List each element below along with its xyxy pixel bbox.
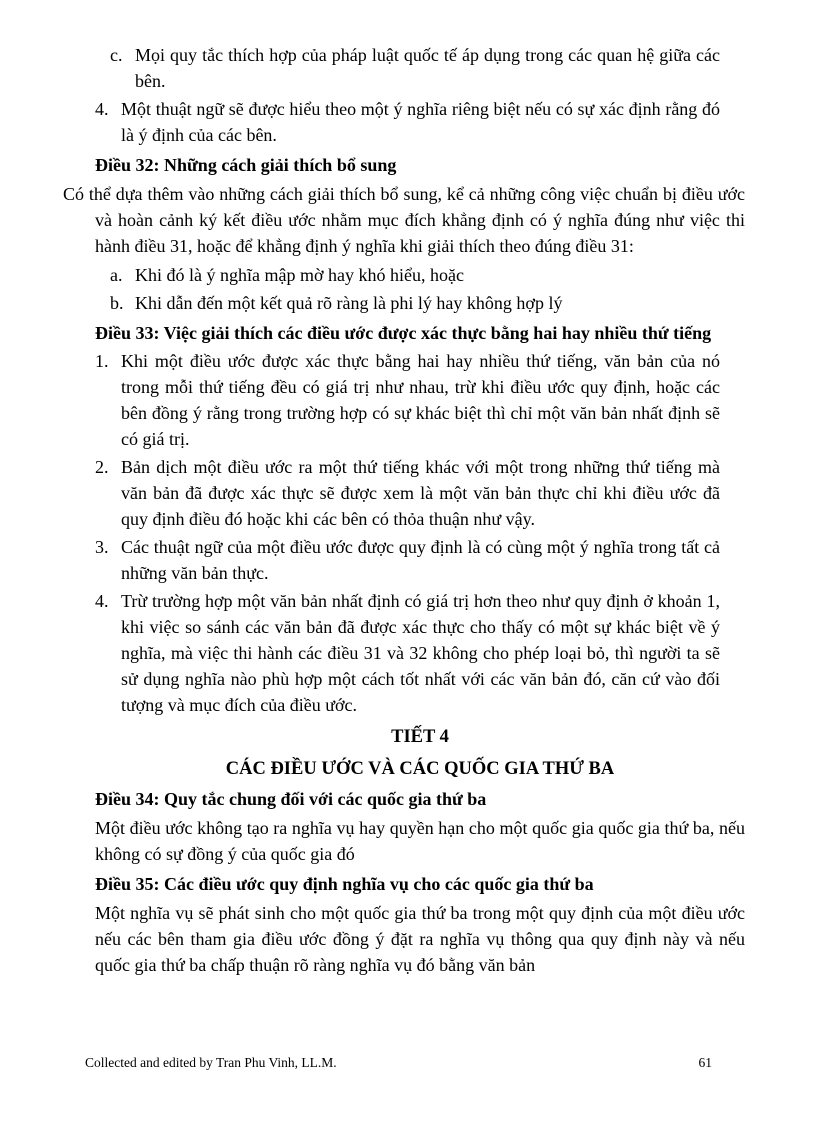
- list-item-c: [110, 42, 745, 94]
- page-content: [63, 40, 745, 981]
- list-marker: c.: [110, 45, 123, 65]
- list-item-4b: [95, 588, 745, 718]
- list-marker: 2.: [95, 457, 109, 477]
- list-item-text: Một thuật ngữ sẽ được hiểu theo một ý nghĩa riêng biệt nếu có sự xác định rằng đó là ý định của các bên.: [121, 99, 720, 145]
- list-marker: 4.: [95, 99, 109, 119]
- section-title: CÁC ĐIỀU ƯỚC VÀ CÁC QUỐC GIA THỨ BA: [225, 759, 615, 779]
- list-marker: 3.: [95, 537, 109, 557]
- footer-credit: Collected and edited by Tran Phu Vinh, LL.M.: [85, 1055, 337, 1070]
- heading-article-34: Điều 34: Quy tắc chung đối với các quốc gia thứ ba: [95, 789, 487, 809]
- list-item-text: Khi đó là ý nghĩa mập mờ hay khó hiểu, hoặc: [135, 265, 464, 285]
- list-item-text: Khi dẫn đến một kết quả rõ ràng là phi lý hay không hợp lý: [135, 293, 563, 313]
- list-item-text: Bản dịch một điều ước ra một thứ tiếng khác với một trong những thứ tiếng mà văn bản đã được xác thực sẽ được xem là một văn bản thực chỉ khi điều ước đã quy định điều đó hoặc khi các bên có thỏa thuận như vậy.: [121, 457, 720, 529]
- list-marker: 1.: [95, 351, 109, 371]
- heading-article-35: Điều 35: Các điều ước quy định nghĩa vụ cho các quốc gia thứ ba: [95, 874, 594, 894]
- list-item-b: [110, 290, 745, 316]
- list-item-3: [95, 534, 745, 586]
- paragraph-article-35: Một nghĩa vụ sẽ phát sinh cho một quốc gia thứ ba trong một quy định của một điều ước nếu các bên tham gia điều ước đồng ý đặt ra nghĩa vụ thông qua quy định này và nếu quốc gia thứ ba chấp thuận rõ ràng nghĩa vụ đó bằng văn bản: [95, 903, 745, 975]
- heading-article-32: Điều 32: Những cách giải thích bổ sung: [95, 155, 397, 175]
- section-label: TIẾT 4: [391, 727, 449, 747]
- list-item-text: Khi một điều ước được xác thực bằng hai hay nhiều thứ tiếng, văn bản của nó trong mỗi thứ tiếng đều có giá trị như nhau, trừ khi điều ước quy định, hoặc các bên đồng ý rằng trong trường hợp có sự khác biệt thì chỉ một văn bản nhất định sẽ có giá trị.: [121, 351, 720, 449]
- list-item-text: Mọi quy tắc thích hợp của pháp luật quốc tế áp dụng trong các quan hệ giữa các bên.: [135, 45, 720, 91]
- page-number: 61: [698, 1055, 712, 1070]
- list-marker: b.: [110, 293, 124, 313]
- list-item-a: [110, 262, 745, 288]
- list-item-1: [95, 348, 745, 452]
- paragraph-article-34: Một điều ước không tạo ra nghĩa vụ hay quyền hạn cho một quốc gia quốc gia thứ ba, nếu không có sự đồng ý của quốc gia đó: [95, 818, 745, 864]
- list-item-text: Trừ trường hợp một văn bản nhất định có giá trị hơn theo như quy định ở khoản 1, khi việc so sánh các văn bản đã được xác thực cho thấy có một sự khác biệt về ý nghĩa, mà việc thi hành các điều 31 và 32 không cho phép loại bỏ, thì người ta sẽ sử dụng nghĩa nào phù hợp một cách tốt nhất với các văn bản đó, căn cứ vào đối tượng và mục đích của điều ước.: [121, 591, 720, 715]
- paragraph-article-32: Có thể dựa thêm vào những cách giải thích bổ sung, kể cả những công việc chuẩn bị điều ước và hoàn cảnh ký kết điều ước nhằm mục đích khẳng định có ý nghĩa đúng như việc thi hành điều 31, hoặc để khẳng định ý nghĩa khi giải thích theo đúng điều 31:: [63, 184, 745, 256]
- list-item-2: [95, 454, 745, 532]
- list-marker: a.: [110, 265, 123, 285]
- list-item-text: Các thuật ngữ của một điều ước được quy định là có cùng một ý nghĩa trong tất cả những văn bản thực.: [121, 537, 720, 583]
- page-footer: [85, 1054, 712, 1072]
- heading-article-33: Điều 33: Việc giải thích các điều ước được xác thực bằng hai hay nhiều thứ tiếng: [95, 323, 712, 343]
- list-marker: 4.: [95, 591, 109, 611]
- list-item-4: [95, 96, 745, 148]
